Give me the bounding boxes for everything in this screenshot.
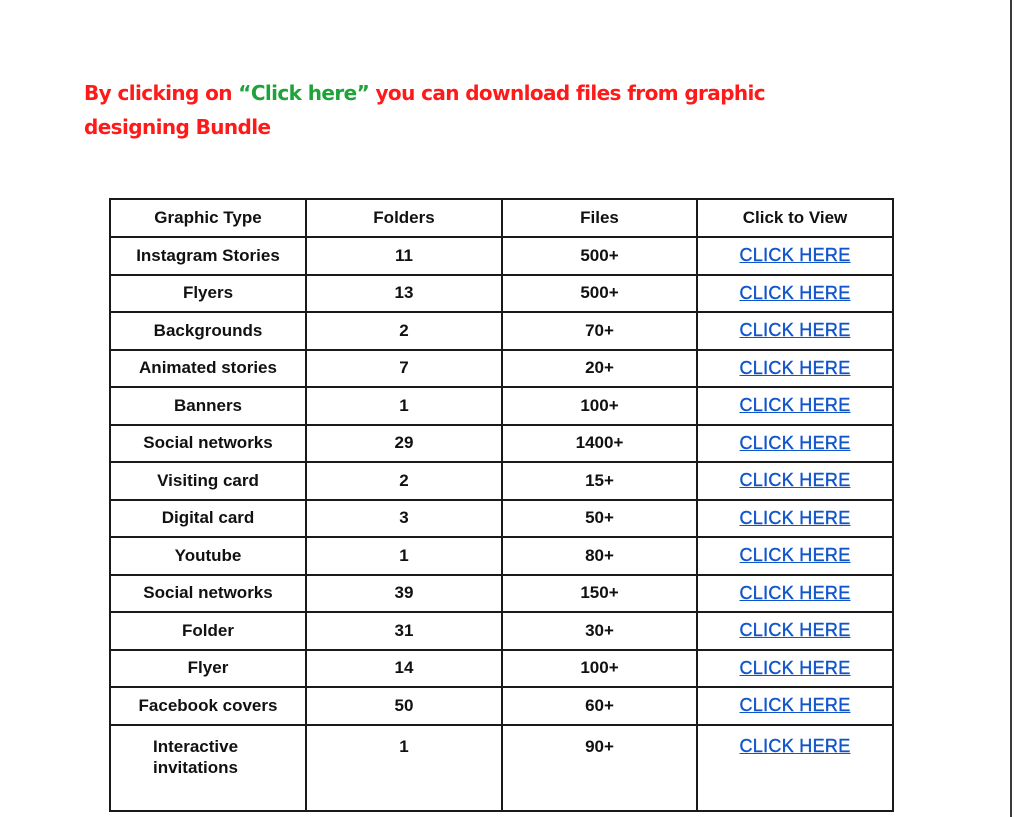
intro-suffix: you can download files from graphic designing Bundle <box>84 81 766 139</box>
cell-graphic-type <box>110 275 306 313</box>
cell-files: 500+ <box>502 237 697 275</box>
table-row <box>110 650 893 688</box>
cell-files: 100+ <box>502 650 697 688</box>
table-row <box>110 575 893 613</box>
header-graphic-type: Graphic Type <box>110 199 306 237</box>
graphic-type-label: Digital card <box>161 508 255 528</box>
page-edge-divider <box>1010 0 1012 817</box>
cell-graphic-type <box>110 650 306 688</box>
cell-files: 100+ <box>502 387 697 425</box>
cell-click-to-view <box>697 500 893 538</box>
graphic-type-label: Flyers <box>182 283 234 303</box>
header-click-to-view: Click to View <box>697 199 893 237</box>
table-row <box>110 687 893 725</box>
cell-click-to-view <box>697 425 893 463</box>
table-row <box>110 312 893 350</box>
cell-graphic-type <box>110 687 306 725</box>
table-row <box>110 537 893 575</box>
graphic-type-label: Banners <box>173 395 243 415</box>
cell-graphic-type <box>110 537 306 575</box>
bundle-table <box>109 198 894 812</box>
graphic-type-label: Youtube <box>174 545 242 565</box>
cell-files: 80+ <box>502 537 697 575</box>
intro-highlight: “Click here” <box>238 81 370 105</box>
cell-graphic-type <box>110 462 306 500</box>
click-here-link[interactable]: CLICK HERE <box>739 245 851 266</box>
cell-folders: 2 <box>306 312 502 350</box>
graphic-type-label: Folder <box>182 620 234 640</box>
cell-files: 50+ <box>502 500 697 538</box>
cell-files: 15+ <box>502 462 697 500</box>
click-here-link[interactable]: CLICK HERE <box>739 395 851 416</box>
cell-folders: 1 <box>306 725 502 811</box>
graphic-type-label: Visiting card <box>157 470 259 490</box>
table-row <box>110 612 893 650</box>
cell-folders: 1 <box>306 537 502 575</box>
cell-folders: 3 <box>306 500 502 538</box>
graphic-type-label: Facebook covers <box>138 695 278 715</box>
cell-graphic-type <box>110 575 306 613</box>
graphic-type-label: Backgrounds <box>153 320 263 340</box>
cell-click-to-view <box>697 612 893 650</box>
table-row <box>110 725 893 811</box>
click-here-link[interactable]: CLICK HERE <box>739 432 851 453</box>
cell-folders: 2 <box>306 462 502 500</box>
cell-graphic-type <box>110 725 306 811</box>
table-row <box>110 500 893 538</box>
table-row <box>110 425 893 463</box>
cell-folders: 11 <box>306 237 502 275</box>
cell-folders: 31 <box>306 612 502 650</box>
cell-click-to-view <box>697 725 893 811</box>
cell-graphic-type <box>110 612 306 650</box>
cell-graphic-type <box>110 237 306 275</box>
click-here-link[interactable]: CLICK HERE <box>739 620 851 641</box>
click-here-link[interactable]: CLICK HERE <box>739 695 851 716</box>
cell-graphic-type <box>110 312 306 350</box>
table-row <box>110 462 893 500</box>
cell-folders: 39 <box>306 575 502 613</box>
graphic-type-label: Animated stories <box>139 358 277 378</box>
cell-files: 20+ <box>502 350 697 388</box>
cell-click-to-view <box>697 687 893 725</box>
cell-files: 500+ <box>502 275 697 313</box>
cell-folders: 14 <box>306 650 502 688</box>
cell-files: 90+ <box>502 725 697 811</box>
click-here-link[interactable]: CLICK HERE <box>739 582 851 603</box>
cell-folders: 13 <box>306 275 502 313</box>
cell-files: 150+ <box>502 575 697 613</box>
cell-click-to-view <box>697 462 893 500</box>
cell-click-to-view <box>697 350 893 388</box>
cell-files: 1400+ <box>502 425 697 463</box>
cell-files: 30+ <box>502 612 697 650</box>
cell-folders: 1 <box>306 387 502 425</box>
click-here-link[interactable]: CLICK HERE <box>739 470 851 491</box>
cell-click-to-view <box>697 575 893 613</box>
intro-text <box>84 76 864 144</box>
table-row <box>110 275 893 313</box>
cell-graphic-type <box>110 500 306 538</box>
cell-graphic-type <box>110 387 306 425</box>
header-folders: Folders <box>306 199 502 237</box>
cell-folders: 7 <box>306 350 502 388</box>
click-here-link[interactable]: CLICK HERE <box>739 735 851 756</box>
graphic-type-label: Social networks <box>143 433 273 453</box>
click-here-link[interactable]: CLICK HERE <box>739 357 851 378</box>
click-here-link[interactable]: CLICK HERE <box>739 507 851 528</box>
graphic-type-label: Flyer <box>187 658 229 678</box>
intro-prefix: By clicking on <box>84 81 239 105</box>
table-row <box>110 237 893 275</box>
cell-files: 60+ <box>502 687 697 725</box>
click-here-link[interactable]: CLICK HERE <box>739 657 851 678</box>
header-files: Files <box>502 199 697 237</box>
graphic-type-label: Instagram Stories <box>136 245 280 265</box>
cell-folders: 29 <box>306 425 502 463</box>
table-body <box>110 237 893 811</box>
table-row <box>110 350 893 388</box>
cell-folders: 50 <box>306 687 502 725</box>
cell-click-to-view <box>697 275 893 313</box>
cell-click-to-view <box>697 650 893 688</box>
click-here-link[interactable]: CLICK HERE <box>739 320 851 341</box>
table-header-row <box>110 199 893 237</box>
cell-click-to-view <box>697 312 893 350</box>
click-here-link[interactable]: CLICK HERE <box>739 545 851 566</box>
click-here-link[interactable]: CLICK HERE <box>739 282 851 303</box>
table-row <box>110 387 893 425</box>
graphic-type-label: Interactive invitations <box>153 736 239 777</box>
cell-click-to-view <box>697 387 893 425</box>
cell-files: 70+ <box>502 312 697 350</box>
cell-graphic-type <box>110 425 306 463</box>
cell-graphic-type <box>110 350 306 388</box>
cell-click-to-view <box>697 237 893 275</box>
cell-click-to-view <box>697 537 893 575</box>
graphic-type-label: Social networks <box>143 583 273 603</box>
